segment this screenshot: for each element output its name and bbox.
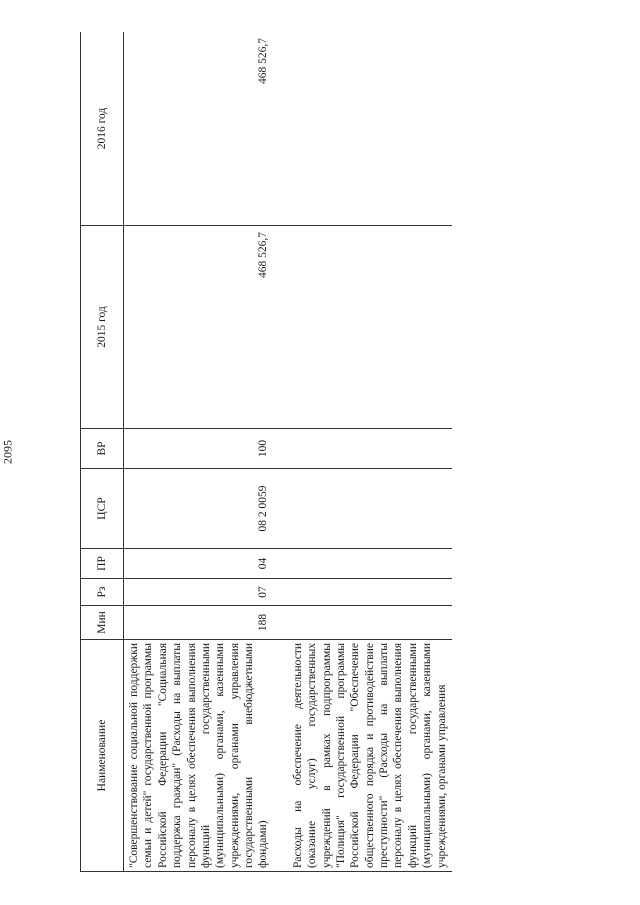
row-csr: 08 2 0059 <box>124 469 274 549</box>
budget-table <box>80 32 452 872</box>
row-pr: 04 <box>124 549 274 579</box>
col-header-csr: ЦСР <box>81 469 124 549</box>
row-vr <box>288 429 452 469</box>
row-2015: 468 526,7 <box>124 226 274 429</box>
row-vr: 100 <box>124 429 274 469</box>
budget-table-sheet <box>80 32 640 872</box>
row-min: 188 <box>124 606 274 640</box>
row-csr <box>288 469 452 549</box>
table-header-row <box>81 32 124 872</box>
col-header-2015: 2015 год <box>81 226 124 429</box>
col-header-2016: 2016 год <box>81 32 124 226</box>
row-rz <box>288 579 452 606</box>
row-2015 <box>288 226 452 429</box>
row-spacer <box>274 32 288 872</box>
rotated-content <box>80 32 640 872</box>
row-2016 <box>288 32 452 226</box>
row-rz: 07 <box>124 579 274 606</box>
row-min <box>288 606 452 640</box>
row-2016: 468 526,7 <box>124 32 274 226</box>
row-pr <box>288 549 452 579</box>
col-header-vr: ВР <box>81 429 124 469</box>
col-header-rz: Рз <box>81 579 124 606</box>
table-row <box>124 32 274 872</box>
row-name: "Совершенствование социальной поддержки семьи и детей" государственной программы Российской Федерации "Социальная поддержка граждан" (Расходы на выплаты персоналу в целях обеспечения выполнения функций государственными (муниципальными) органами, казенными учреждениями, органами управления государственными внебюджетными фондами) <box>124 640 274 872</box>
table-row <box>288 32 452 872</box>
col-header-name: Наименование <box>81 640 124 872</box>
page-number: 2095 <box>0 440 15 464</box>
row-name: Расходы на обеспечение деятельности (оказание услуг) государственных учреждений в рамках подпрограммы "Полиция" государственной программы Российской Федерации "Обеспечение общественного порядка и противодействие преступности" (Расходы на выплаты персоналу в целях обеспечения выполнения функций государственными (муниципальными) органами, казенными учреждениями, органами управления <box>288 640 452 872</box>
col-header-min: Мин <box>81 606 124 640</box>
col-header-pr: ПР <box>81 549 124 579</box>
